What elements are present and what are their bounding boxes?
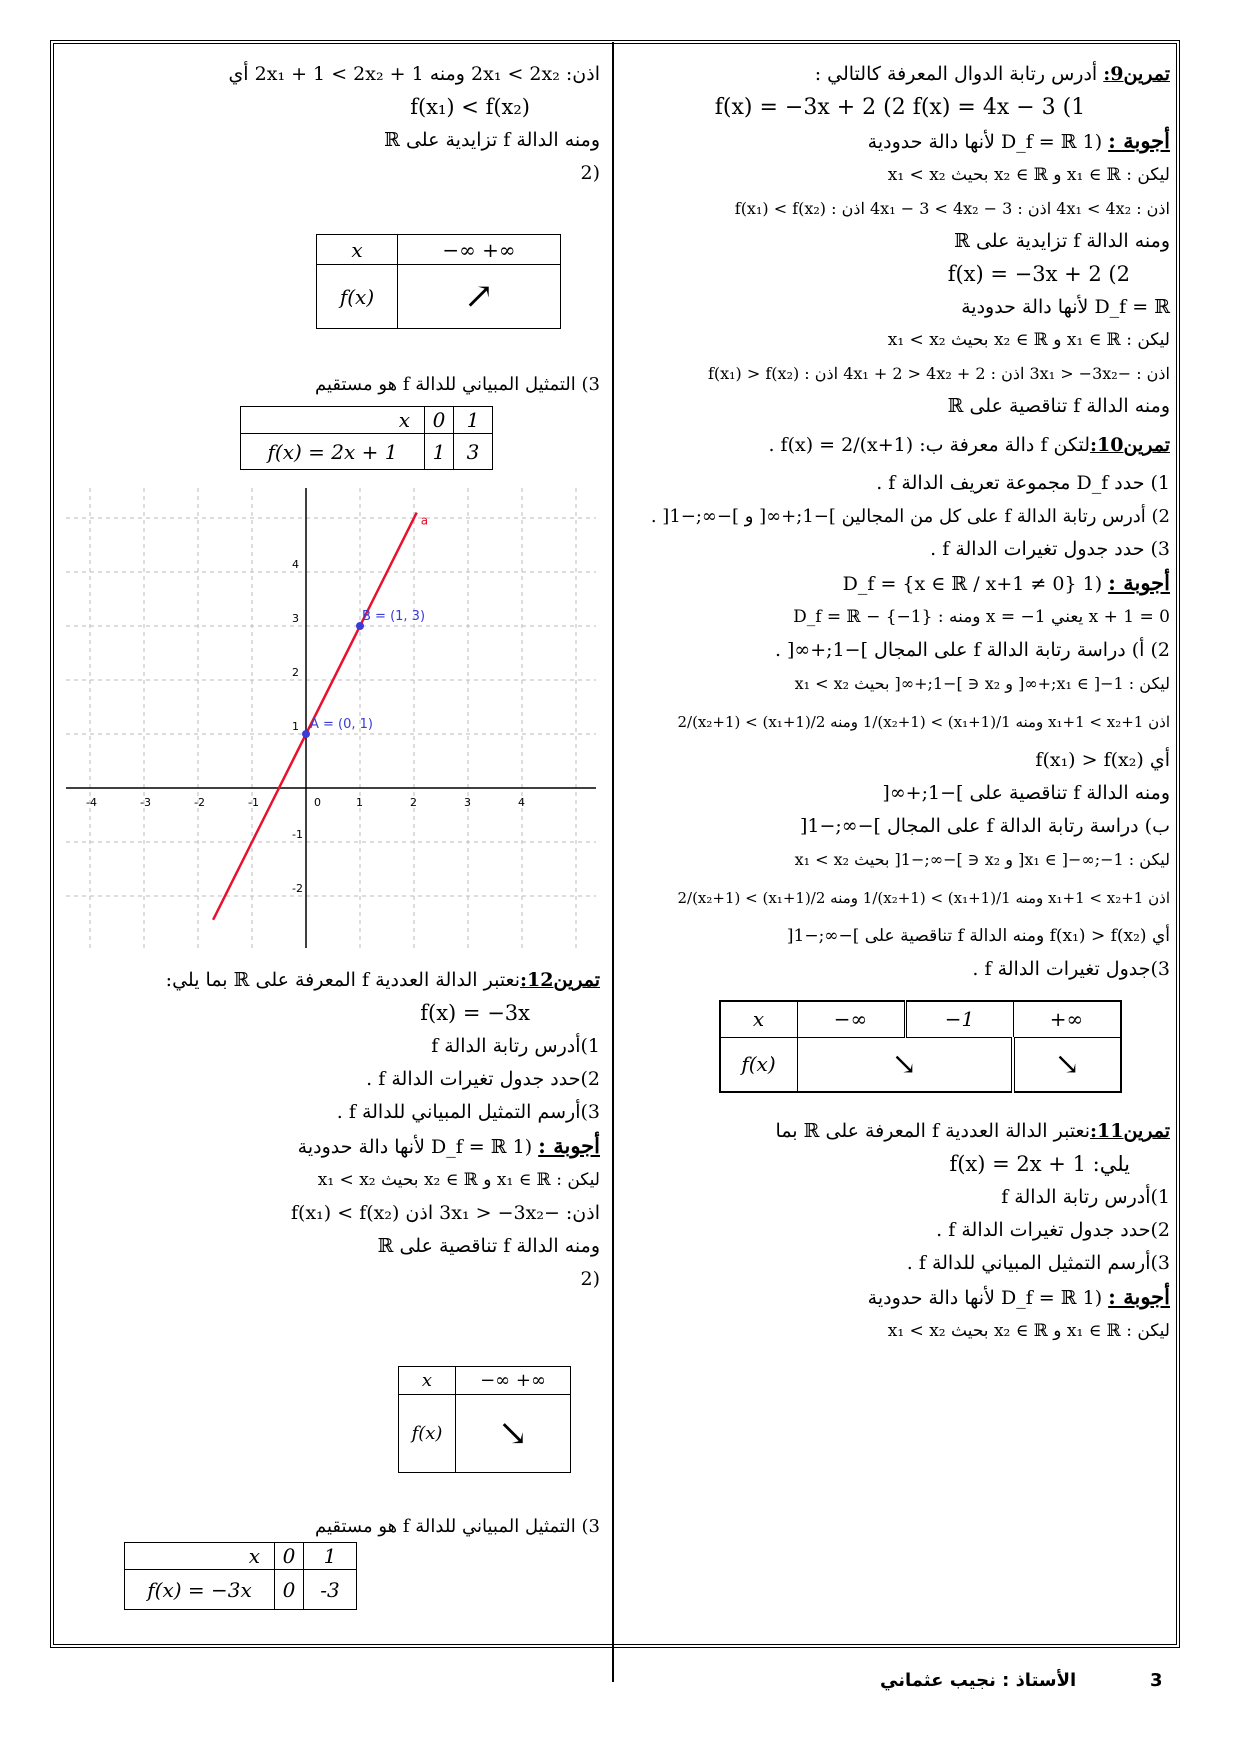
exercise-12-function: f(x) = −3x [420,1001,530,1025]
ex10-answer-9: ليكن : x₁ ∈ ]−∞;−1[ و x₂ ∈ ]−∞;−1[ بحيث x₁ < x₂ [794,850,1170,869]
exercise-9-title: تمرين9: [1103,63,1170,85]
ex10-answer-1: (1 D_f = {x ∈ ℝ / x+1 ≠ 0} [842,573,1103,595]
author-name: الأستاذ : نجيب عثماني [880,1670,1077,1691]
values-x-label: x [125,1543,275,1570]
ex10-answer-10: اذن x₁+1 < x₂+1 ومنه 1/(x₁+1) > 1/(x₂+1) ومنه 2/(x₁+1) > 2/(x₂+1) [677,889,1170,907]
values-fx-label: f(x) = 2x + 1 [241,434,425,470]
ex11-answer-1: (1 D_f = ℝ لأنها دالة حدودية [867,1286,1103,1309]
function-graph [66,488,596,948]
ex9-answer-2: ليكن : x₁ ∈ ℝ و x₂ ∈ ℝ بحيث x₁ < x₂ [887,165,1170,185]
exercise-9-functions: f(x) = −3x + 2 (2 f(x) = 4x − 3 (1 [714,95,1086,120]
point-a-label: A = (0, 1) [310,717,374,732]
ex10-question-1: 1) حدد D_f مجموعة تعريف الدالة f . [876,472,1170,494]
page-number: 3 [1150,1670,1163,1691]
ex12-answer-2: ليكن : x₁ ∈ ℝ و x₂ ∈ ℝ بحيث x₁ < x₂ [317,1170,600,1190]
increasing-arrow-icon: ↗ [398,265,561,329]
column-divider [612,42,614,1682]
table-fx-label: f(x) [720,1038,798,1092]
exercise-11-text: نعتبر الدالة العددية f المعرفة على ℝ بما [775,1119,1091,1142]
answers-label: أجوبة : [1108,128,1170,153]
ex10-answer-8: ب) دراسة رتابة الدالة f على المجال ]−∞;−1[ [799,815,1170,837]
x-tick-label: 0 [314,796,321,809]
values-fx1: 3 [454,434,493,470]
x-tick-label: 2 [410,796,417,809]
y-tick-label: 2 [292,666,299,679]
table-header-infinities: −∞ +∞ [456,1367,571,1395]
table-header-infinities: −∞ +∞ [398,235,561,265]
ex11-variation-table [316,234,561,329]
exercise-11-title: تمرين11: [1090,1119,1170,1142]
table-x-label: x [399,1367,456,1395]
table-minus-infinity: −∞ [797,1001,905,1038]
left-graph-caption-1: 3) التمثيل المبياني للدالة f هو مستقيم [314,374,600,395]
x-tick-label: 1 [356,796,363,809]
y-tick-label: 3 [292,612,299,625]
ex10-answer-11: أي f(x₁) > f(x₂) ومنه الدالة f تناقصية على ]−∞;−1[ [786,926,1170,946]
ex12-question-2: 2)حدد جدول تغيرات الدالة f . [366,1068,600,1090]
x-tick-label: -4 [86,796,97,809]
ex11-question-3: 3)أرسم التمثيل المبياني للدالة f . [906,1251,1170,1274]
x-tick-label: -3 [140,796,151,809]
ex10-answer-7: ومنه الدالة f تناقصية على ]−1;+∞[ [882,782,1170,804]
left-graph-caption-2: 3) التمثيل المبياني للدالة f هو مستقيم [314,1516,600,1537]
left-line-2: f(x₁) < f(x₂) [410,95,530,119]
ex12-answer-3: اذن: −3x₁ > −3x₂ اذن f(x₁) < f(x₂) [291,1202,600,1224]
y-tick-label: 4 [292,558,299,571]
ex10-answer-12: 3)جدول تغيرات الدالة f . [972,958,1170,980]
ex11-question-2: 2)حدد جدول تغيرات الدالة f . [936,1218,1170,1241]
table-x-label: x [720,1001,798,1038]
ex10-question-3: 3) حدد جدول تغيرات الدالة f . [930,538,1170,560]
values-x1: 1 [454,407,493,434]
ex11-answer-2: ليكن : x₁ ∈ ℝ و x₂ ∈ ℝ بحيث x₁ < x₂ [887,1320,1170,1341]
ex9-answer-3: اذن : 4x₁ < 4x₂ اذن : 4x₁ − 3 < 4x₂ − 3 اذن : f(x₁) < f(x₂) [734,199,1170,218]
left-column-bottom [66,964,600,1296]
ex10-answer-4: ليكن : x₁ ∈ ]−1;+∞[ و x₂ ∈ ]−1;+∞[ بحيث x₁ < x₂ [794,674,1170,693]
decreasing-arrow-icon: ↘ [1013,1038,1121,1092]
ex10-variation-table [719,1000,1122,1093]
answers-label: أجوبة : [1108,1283,1170,1309]
y-tick-label: 1 [292,720,299,733]
exercise-12-text: نعتبر الدالة العددية f المعرفة على ℝ بما يلي: [165,969,521,991]
ex10-answer-5: اذن x₁+1 < x₂+1 ومنه 1/(x₁+1) > 1/(x₂+1) ومنه 2/(x₁+1) > 2/(x₂+1) [677,713,1170,731]
values-fx0: 0 [275,1570,304,1610]
ex10-question-2: 2) أدرس رتابة الدالة f على كل من المجالين ]−1;+∞[ و ]−∞;−1[ . [650,506,1170,527]
point-b-label: B = (1, 3) [362,609,426,624]
table-plus-infinity: +∞ [1013,1001,1121,1038]
ex12-answer-1: (1 D_f = ℝ لأنها دالة حدودية [297,1136,533,1158]
ex9-answer-6: D_f = ℝ لأنها دالة حدودية [961,296,1170,318]
ex12-answer-4: ومنه الدالة f تناقصية على ℝ [377,1235,600,1257]
ex12-answer-5: (2 [580,1268,600,1290]
ex12-variation-table [398,1366,571,1473]
exercise-9-text: أدرس رتابة الدوال المعرفة كالتالي : [814,63,1098,85]
ex10-answer-3: 2) أ) دراسة رتابة الدالة f على المجال ]−1;+∞[ . [774,639,1170,661]
y-tick-label: -1 [292,828,303,841]
left-column-top [66,58,600,190]
left-line-1: اذن: 2x₁ < 2x₂ ومنه 2x₁ + 1 < 2x₂ + 1 أي [228,63,600,85]
ex11-values-table [240,406,493,470]
values-fx-label: f(x) = −3x [125,1570,275,1610]
ex9-answer-7: ليكن : x₁ ∈ ℝ و x₂ ∈ ℝ بحيث x₁ < x₂ [887,330,1170,350]
exercise-12-title: تمرين12: [520,969,600,991]
ex9-answer-8: اذن : −3x₁ > −3x₂ اذن : 4x₁ + 2 > 4x₂ + 2 اذن : f(x₁) > f(x₂) [707,364,1170,383]
values-x-label: x [241,407,425,434]
values-x0: 0 [425,407,454,434]
table-x-label: x [317,235,398,265]
ex10-answer-2: x + 1 = 0 يعني x = −1 ومنه : D_f = ℝ − {−1} [793,607,1170,627]
exercise-10-title: تمرين10: [1090,434,1170,456]
ex10-answer-6: أي f(x₁) > f(x₂) [1035,749,1170,771]
ex9-answer-9: ومنه الدالة f تناقصية على ℝ [947,395,1170,417]
table-fx-label: f(x) [399,1395,456,1473]
ex12-question-1: 1)أدرس رتابة الدالة f [431,1035,600,1057]
line-label: a [420,513,429,528]
answers-label: أجوبة : [1108,570,1170,595]
values-x0: 0 [275,1543,304,1570]
right-column [630,58,1170,1348]
x-tick-label: -1 [248,796,259,809]
table-fx-label: f(x) [317,265,398,329]
values-x1: 1 [304,1543,357,1570]
x-tick-label: 3 [464,796,471,809]
ex12-question-3: 3)أرسم التمثيل المبياني للدالة f . [336,1101,600,1123]
y-tick-labels [292,558,303,895]
y-tick-label: -2 [292,882,303,895]
x-tick-label: -2 [194,796,205,809]
values-fx0: 1 [425,434,454,470]
answers-label: أجوبة : [538,1133,600,1158]
ex9-answer-4: ومنه الدالة f تزايدية على ℝ [954,230,1170,252]
table-minus-one: −1 [905,1001,1013,1038]
ex12-values-table [124,1542,357,1610]
left-line-4: (2 [580,162,600,184]
x-tick-label: 4 [518,796,525,809]
ex11-question-1: 1)أدرس رتابة الدالة f [1001,1185,1170,1208]
exercise-11-function: يلي: f(x) = 2x + 1 [949,1151,1130,1176]
point-a [302,730,310,738]
exercise-10-text: لتكن f دالة معرفة ب: f(x) = 2/(x+1) . [768,434,1091,456]
decreasing-arrow-icon: ↘ [456,1395,571,1473]
left-line-3: ومنه الدالة f تزايدية على ℝ [384,129,600,151]
decreasing-arrow-icon: ↘ [797,1038,1013,1092]
values-fx1: -3 [304,1570,357,1610]
ex9-answer-1: (1 D_f = ℝ لأنها دالة حدودية [867,131,1103,153]
ex9-answer-5: f(x) = −3x + 2 (2 [947,262,1130,286]
